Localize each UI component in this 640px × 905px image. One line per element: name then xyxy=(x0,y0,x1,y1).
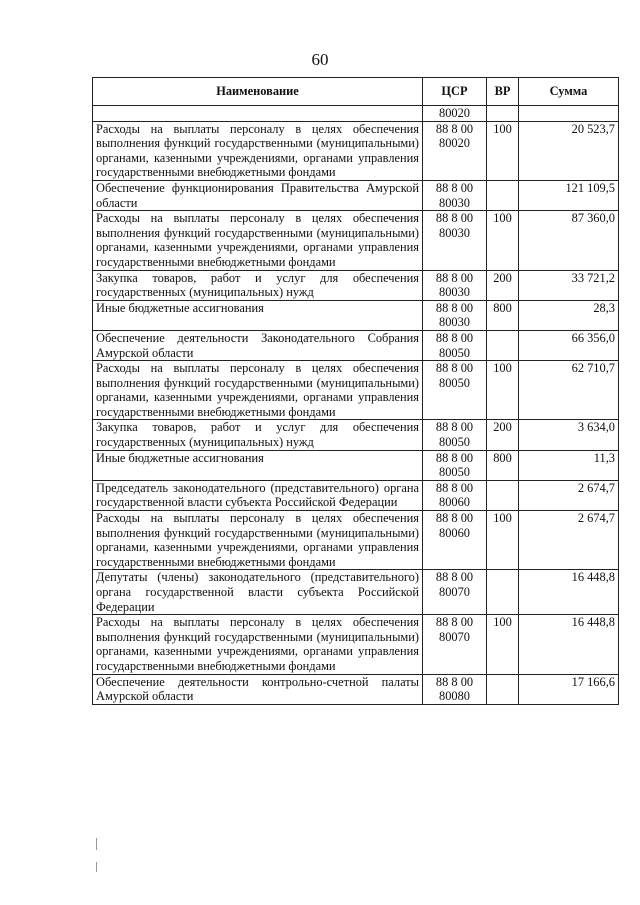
cell-sum: 16 448,8 xyxy=(519,615,619,674)
cell-name: Депутаты (члены) законодательного (представительного) органа государственной власти субъекта Российской Федерации xyxy=(93,570,423,615)
cell-vr xyxy=(487,674,519,704)
cell-vr: 100 xyxy=(487,511,519,570)
cell-vr xyxy=(487,330,519,360)
cell-vr xyxy=(487,480,519,510)
cell-name: Иные бюджетные ассигнования xyxy=(93,300,423,330)
budget-table xyxy=(92,77,619,705)
cell-name: Обеспечение деятельности Законодательного Собрания Амурской области xyxy=(93,330,423,360)
cell-sum: 3 634,0 xyxy=(519,420,619,450)
cell-name: Иные бюджетные ассигнования xyxy=(93,450,423,480)
cell-csr: 88 8 00 80080 xyxy=(423,674,487,704)
header-csr: ЦСР xyxy=(423,78,487,106)
table-header-row xyxy=(93,78,619,106)
table-row xyxy=(93,420,619,450)
cell-sum: 2 674,7 xyxy=(519,511,619,570)
cell-vr: 800 xyxy=(487,300,519,330)
table-row xyxy=(93,270,619,300)
cell-csr: 88 8 00 80060 xyxy=(423,511,487,570)
header-name: Наименование xyxy=(93,78,423,106)
cell-sum: 33 721,2 xyxy=(519,270,619,300)
table-row xyxy=(93,300,619,330)
table-row xyxy=(93,511,619,570)
cell-sum: 20 523,7 xyxy=(519,121,619,180)
cell-csr: 88 8 00 80030 xyxy=(423,300,487,330)
cell-sum: 62 710,7 xyxy=(519,361,619,420)
cell-vr: 200 xyxy=(487,270,519,300)
page-number: 60 xyxy=(311,50,329,69)
cell-vr: 200 xyxy=(487,420,519,450)
cell-name: Расходы на выплаты персоналу в целях обеспечения выполнения функций государственными (муниципальными) органами, казенными учреждениями, органами управления государственными внебюджетными фондами xyxy=(93,615,423,674)
cell-vr xyxy=(487,180,519,210)
cell-vr xyxy=(487,570,519,615)
cell-sum: 87 360,0 xyxy=(519,211,619,270)
cell-sum xyxy=(519,106,619,122)
cell-name: Расходы на выплаты персоналу в целях обеспечения выполнения функций государственными (муниципальными) органами, казенными учреждениями, органами управления государственными внебюджетными фондами xyxy=(93,361,423,420)
cell-vr: 100 xyxy=(487,211,519,270)
table-row xyxy=(93,211,619,270)
table-row xyxy=(93,480,619,510)
cell-sum: 121 109,5 xyxy=(519,180,619,210)
header-vr: ВР xyxy=(487,78,519,106)
margin-mark xyxy=(96,838,97,850)
cell-vr: 100 xyxy=(487,121,519,180)
cell-name xyxy=(93,106,423,122)
cell-name: Закупка товаров, работ и услуг для обеспечения государственных (муниципальных) нужд xyxy=(93,420,423,450)
cell-name: Расходы на выплаты персоналу в целях обеспечения выполнения функций государственными (муниципальными) органами, казенными учреждениями, органами управления государственными внебюджетными фондами xyxy=(93,511,423,570)
header-sum: Сумма xyxy=(519,78,619,106)
cell-csr: 88 8 00 80070 xyxy=(423,615,487,674)
table-body xyxy=(93,106,619,705)
cell-sum: 11,3 xyxy=(519,450,619,480)
table-row xyxy=(93,180,619,210)
cell-csr: 88 8 00 80030 xyxy=(423,270,487,300)
cell-name: Расходы на выплаты персоналу в целях обеспечения выполнения функций государственными (муниципальными) органами, казенными учреждениями, органами управления государственными внебюджетными фондами xyxy=(93,211,423,270)
table-row xyxy=(93,570,619,615)
cell-sum: 66 356,0 xyxy=(519,330,619,360)
cell-name: Обеспечение функционирования Правительства Амурской области xyxy=(93,180,423,210)
cell-vr: 100 xyxy=(487,615,519,674)
cell-csr: 88 8 00 80020 xyxy=(423,121,487,180)
table-row xyxy=(93,615,619,674)
cell-name: Закупка товаров, работ и услуг для обеспечения государственных (муниципальных) нужд xyxy=(93,270,423,300)
cell-csr: 88 8 00 80050 xyxy=(423,420,487,450)
cell-name: Обеспечение деятельности контрольно-счетной палаты Амурской области xyxy=(93,674,423,704)
cell-name: Председатель законодательного (представительного) органа государственной власти субъекта Российской Федерации xyxy=(93,480,423,510)
cell-sum: 28,3 xyxy=(519,300,619,330)
table-row xyxy=(93,674,619,704)
cell-vr xyxy=(487,106,519,122)
table-row xyxy=(93,450,619,480)
cell-csr: 88 8 00 80060 xyxy=(423,480,487,510)
cell-name: Расходы на выплаты персоналу в целях обеспечения выполнения функций государственными (муниципальными) органами, казенными учреждениями, органами управления государственными внебюджетными фондами xyxy=(93,121,423,180)
cell-vr: 800 xyxy=(487,450,519,480)
cell-sum: 2 674,7 xyxy=(519,480,619,510)
table-row xyxy=(93,330,619,360)
margin-mark xyxy=(96,862,97,872)
cell-csr: 88 8 00 80030 xyxy=(423,211,487,270)
cell-sum: 16 448,8 xyxy=(519,570,619,615)
table-row xyxy=(93,106,619,122)
cell-csr: 80020 xyxy=(423,106,487,122)
cell-csr: 88 8 00 80050 xyxy=(423,450,487,480)
cell-csr: 88 8 00 80070 xyxy=(423,570,487,615)
cell-csr: 88 8 00 80050 xyxy=(423,361,487,420)
cell-csr: 88 8 00 80030 xyxy=(423,180,487,210)
cell-vr: 100 xyxy=(487,361,519,420)
cell-csr: 88 8 00 80050 xyxy=(423,330,487,360)
cell-sum: 17 166,6 xyxy=(519,674,619,704)
table-row xyxy=(93,361,619,420)
table-row xyxy=(93,121,619,180)
